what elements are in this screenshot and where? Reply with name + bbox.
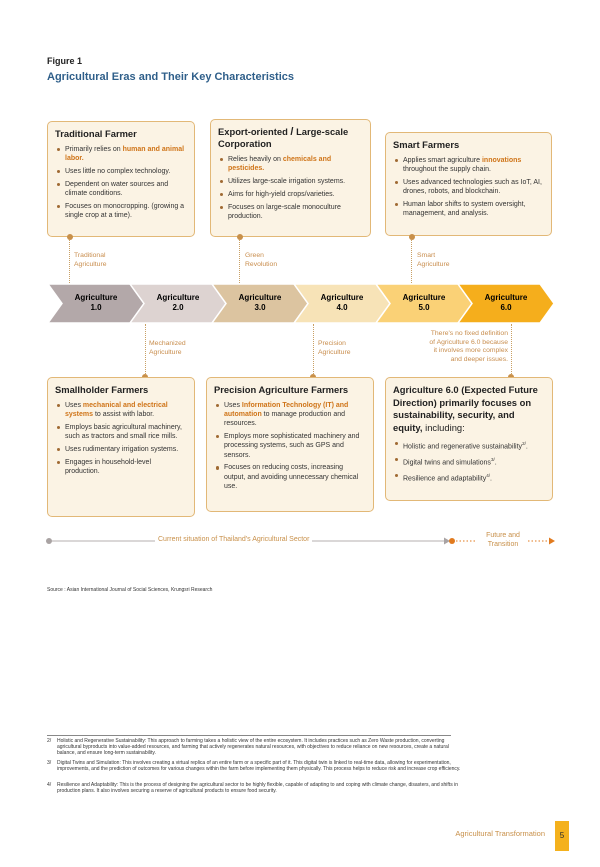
era-label-precision: Precision Agriculture <box>318 340 351 356</box>
era-chevron-version: 4.0 <box>336 303 348 312</box>
era-chevron-label: Agriculture <box>402 293 446 302</box>
list-item: Focuses on reducing costs, increasing output, and avoiding unnecessary chemical use. <box>214 463 366 491</box>
connector-line <box>511 324 512 376</box>
era-chevron-version: 3.0 <box>254 303 266 312</box>
card-smallholder-farmers <box>47 377 195 517</box>
card-title: Smart Farmers <box>393 139 460 150</box>
era-chevron-label: Agriculture <box>484 293 528 302</box>
list-item: Focuses on monocropping. (growing a single crop at a time). <box>55 202 187 220</box>
list-item: Employs more sophisticated machinery and processing systems, such as GPS and sensors. <box>214 432 366 460</box>
era-chevron-version: 1.0 <box>90 303 102 312</box>
timeline-future-label: Future and Transition <box>486 532 520 548</box>
list-item: Utilizes large-scale irrigation systems. <box>218 177 363 186</box>
card-agriculture-6 <box>385 377 553 501</box>
card-title: Precision Agriculture Farmers <box>214 384 349 395</box>
era-label-smart: Smart Agriculture <box>417 252 450 268</box>
list-item: Uses mechanical and electrical systems to assist with labor. <box>55 401 187 419</box>
era-chevron-label: Agriculture <box>320 293 364 302</box>
connector-line <box>145 324 146 376</box>
figure-label: Figure 1 <box>47 56 83 66</box>
era-label-mechanized: Mechanized Agriculture <box>149 340 186 356</box>
era-chevron-label: Agriculture <box>74 293 118 302</box>
list-item: Resilience and adaptability$^{4/}$. <box>393 471 545 484</box>
era-label-traditional: Traditional Agriculture <box>74 252 107 268</box>
list-item: Uses Information Technology (IT) and automation to manage production and resources. <box>214 401 366 429</box>
timeline-start-dot <box>46 538 52 544</box>
list-item: Human labor shifts to system oversight, management, and analysis. <box>393 200 544 218</box>
list-item: Primarily relies on human and animal labor. <box>55 145 187 163</box>
era-chevron-label: Agriculture <box>156 293 200 302</box>
figure-title: Agricultural Eras and Their Key Characteristics <box>47 71 294 83</box>
list-item: Uses little no complex technology. <box>55 167 187 176</box>
list-item: Digital twins and simulations$^{3/}$. <box>393 455 545 468</box>
list-item: Focuses on large-scale monoculture production. <box>218 203 363 221</box>
list-item: Engages in household-level production. <box>55 458 187 476</box>
era-chevron-label: Agriculture <box>238 293 282 302</box>
connector-line <box>313 324 314 376</box>
list-item: Employs basic agricultural machinery, such as tractors and small rice mills. <box>55 423 187 441</box>
era-chevron-version: 5.0 <box>418 303 430 312</box>
card-title: Traditional Farmer <box>55 128 137 139</box>
era-chevron-version: 6.0 <box>500 303 512 312</box>
list-item: Relies heavily on chemicals and pesticides. <box>218 155 363 173</box>
footnote: 2/ Holistic and Regenerative Sustainability: This approach to farming takes a holistic view of the entire ecosystem. It includes practices such as Zero Waste production, converting agricultural byproducts into value-added resources, and farming that actively regenerates natural resources, with objectives to reduce reliance on new resources, create a natural balance, and ensure long-term sustainability. <box>47 738 449 757</box>
page-number: 5 <box>555 821 569 851</box>
footnote: 4/ Resilience and Adaptability: This is the process of designing the agricultural sector to be highly flexible, capable of adapting to and coping with climate change, disasters, and shifts in production plans. It also involves securing a reserve of agricultural products to ensure food security. <box>47 782 458 795</box>
future-arrowhead <box>549 538 555 545</box>
era-label-green-revolution: Green Revolution <box>245 252 278 268</box>
footnote-rule <box>47 735 451 736</box>
list-item: Uses rudimentary irrigation systems. <box>55 445 187 454</box>
card-title: Export-oriented / Large-scale Corporation <box>218 126 349 149</box>
footer-section-title: Agricultural Transformation <box>455 829 545 838</box>
list-item: Dependent on water sources and climate conditions. <box>55 180 187 198</box>
list-item: Holistic and regenerative sustainability$^{2/}$. <box>393 439 545 452</box>
source-note: Source : Asian International Journal of Social Sciences, Krungsri Research <box>47 587 213 593</box>
footnote: 3/ Digital Twins and Simulation: This involves creating a virtual replica of an entire farm or a specific part of it. This digital twin is linked to real-time data, allowing for experimentation, improvements, and the prediction of outcomes for various changes within the farm before implementing them physically. This process helps to reduce risk and increase crop efficiency. <box>47 760 461 773</box>
list-item: Applies smart agriculture innovations throughout the supply chain. <box>393 156 544 174</box>
card-title: Agriculture 6.0 (Expected Future Direction) primarily focuses on sustainability, security, and equity, including: <box>393 384 538 433</box>
card-title: Smallholder Farmers <box>55 384 149 395</box>
list-item: Uses advanced technologies such as IoT, AI, drones, robots, and blockchain. <box>393 178 544 196</box>
era-chevron-version: 2.0 <box>172 303 184 312</box>
card-precision-farmers <box>206 377 374 512</box>
timeline-current-label: Current situation of Thailand's Agricultural Sector <box>155 536 312 543</box>
timeline-future-dot <box>449 538 455 544</box>
list-item: Aims for high-yield crops/varieties. <box>218 190 363 199</box>
agri6-note: There's no fixed definition of Agriculture 6.0 because it involves more complex and deeper issues. <box>429 330 508 363</box>
